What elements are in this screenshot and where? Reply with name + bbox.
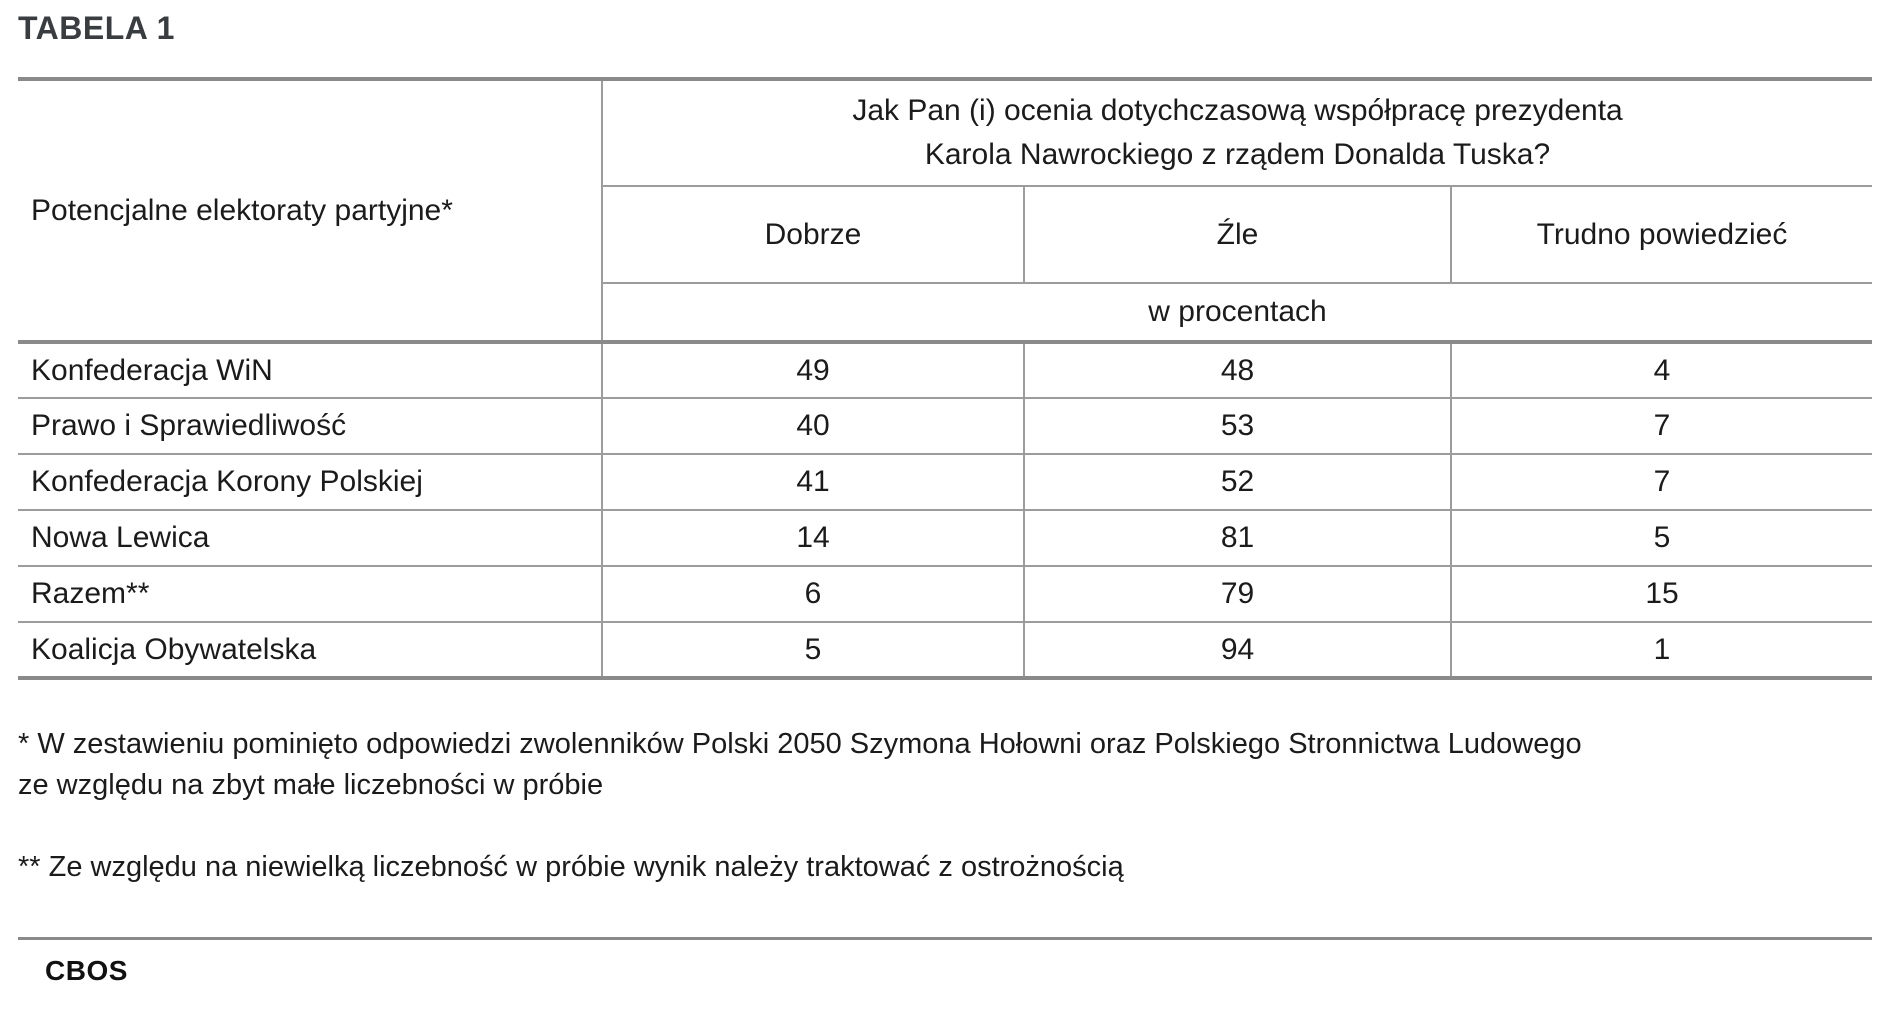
table-title: TABELA 1 bbox=[18, 10, 175, 46]
table-row bbox=[18, 342, 1872, 398]
value-cell-zle: 52 bbox=[1024, 454, 1451, 510]
value-cell-zle: 53 bbox=[1024, 398, 1451, 454]
table-row bbox=[18, 622, 1872, 678]
value-cell-dobrze: 40 bbox=[602, 398, 1024, 454]
party-cell: Koalicja Obywatelska bbox=[18, 622, 602, 678]
column-header-dobrze: Dobrze bbox=[602, 186, 1024, 283]
cbos-logo: CBOS bbox=[45, 955, 128, 986]
value-cell-dobrze: 14 bbox=[602, 510, 1024, 566]
party-cell: Konfederacja Korony Polskiej bbox=[18, 454, 602, 510]
party-cell: Nowa Lewica bbox=[18, 510, 602, 566]
table-row bbox=[18, 398, 1872, 454]
value-cell-trudno: 4 bbox=[1451, 342, 1872, 398]
column-header-zle: Źle bbox=[1024, 186, 1451, 283]
value-cell-trudno: 1 bbox=[1653, 632, 1671, 666]
value-cell-trudno: 7 bbox=[1451, 454, 1872, 510]
question-line-2: Karola Nawrockiego z rządem Donalda Tuska? bbox=[924, 138, 1551, 171]
value-cell-trudno: 5 bbox=[1451, 510, 1872, 566]
party-cell: Konfederacja WiN bbox=[18, 342, 602, 398]
value-cell-dobrze: 5 bbox=[602, 622, 1024, 678]
units-label-cell: w procentach bbox=[602, 283, 1872, 342]
party-cell: Razem** bbox=[18, 566, 602, 622]
footnote-1 bbox=[18, 724, 1891, 806]
column-header-trudno: Trudno powiedzieć bbox=[1451, 186, 1872, 283]
footnote-1-line-1: * W zestawieniu pominięto odpowiedzi zwolenników Polski 2050 Szymona Hołowni oraz Polskiego Stronnictwa Ludowego bbox=[18, 728, 1582, 760]
footnote-1-line-2: ze względu na zbyt małe liczebności w próbie bbox=[18, 769, 604, 801]
value-cell-zle: 79 bbox=[1024, 566, 1451, 622]
question-line-1: Jak Pan (i) ocenia dotychczasową współpracę prezydenta bbox=[852, 94, 1623, 127]
footer-divider bbox=[18, 937, 1872, 940]
table-row bbox=[18, 510, 1872, 566]
question-row bbox=[18, 79, 1872, 186]
value-cell-zle: 48 bbox=[1024, 342, 1451, 398]
value-cell-dobrze: 6 bbox=[602, 566, 1024, 622]
value-cell-zle: 94 bbox=[1024, 622, 1451, 678]
row-header-cell bbox=[18, 79, 602, 342]
value-cell-zle: 81 bbox=[1024, 510, 1451, 566]
value-cell-trudno: 7 bbox=[1451, 398, 1872, 454]
results-table bbox=[18, 77, 1872, 680]
footnote-2: ** Ze względu na niewielką liczebność w próbie wynik należy traktować z ostrożnością bbox=[18, 851, 1124, 883]
row-header-label: Potencjalne elektoraty partyjne* bbox=[31, 193, 453, 227]
value-cell-dobrze: 41 bbox=[602, 454, 1024, 510]
question-cell bbox=[602, 79, 1872, 186]
value-cell-dobrze: 49 bbox=[602, 342, 1024, 398]
value-cell-trudno: 15 bbox=[1451, 566, 1872, 622]
table-row bbox=[18, 566, 1872, 622]
party-cell: Prawo i Sprawiedliwość bbox=[18, 398, 602, 454]
table-row bbox=[18, 454, 1872, 510]
